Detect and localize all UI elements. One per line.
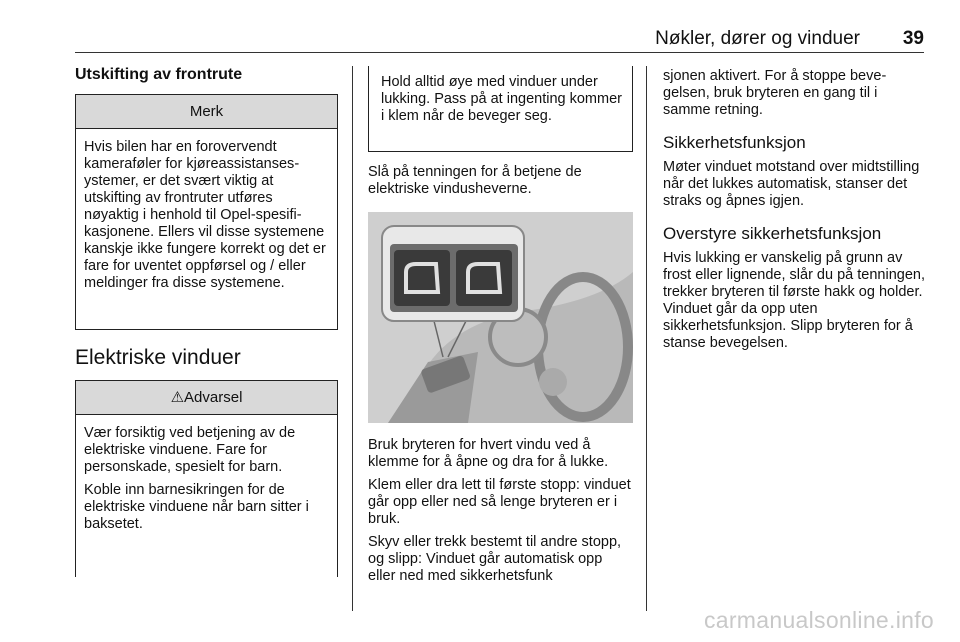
continuation-text: sjonen aktivert. For å stoppe bevegelsen, bruk bryteren en gang til i samme retning. [663, 68, 887, 118]
note-label: Merk [76, 95, 337, 129]
column-divider [352, 66, 353, 611]
running-title: Nøkler, dører og vinduer [655, 28, 860, 49]
watermark: carmanualsonline.info [703, 607, 934, 633]
column-3 [663, 66, 928, 352]
warning-paragraph: Vær forsiktig ved betjening av de elektriske vinduene. Fare for personskade, spesielt for barn. [84, 425, 296, 475]
header-divider [75, 52, 924, 53]
safety-heading: Sikkerhetsfunksjon [663, 133, 806, 152]
paragraph: Bruk bryteren for hvert vindu ved å klemme for å åpne og dra for å lukke. [368, 437, 609, 470]
override-text: Hvis lukking er vanskelig på grunn av frost eller lignende, slår du på tenningen, trekker bryteren til første hakk og holder. Vinduet går da opp uten sikkerhetsfunksjon. Slipp bryteren for å stanse bevegelsen. [663, 250, 925, 351]
override-heading: Overstyre sikkerhetsfunksjon [663, 224, 882, 243]
chapter-heading: Elektriske vinduer [75, 346, 241, 369]
warning-box [75, 380, 338, 577]
section-heading: Utskifting av frontrute [75, 66, 243, 83]
intro-text: Slå på tenningen for å betjene de elektriske vindusheverne. [368, 164, 582, 197]
warning-icon: ⚠ [170, 389, 185, 406]
note-text: Hvis bilen har en forovervendt kameraføler for kjøreassistansesystemer, er det svært viktig at utskifting av frontruter utføres nøyaktig i henhold til Opel-spesifikasjonene. Ellers vil disse systemene kanskje ikke fungere korrekt og det er fare for uventet oppførsel og / eller meldinger fra disse systemene. [84, 139, 326, 291]
caution-box [368, 66, 633, 152]
warning-label: Advarsel [184, 389, 243, 406]
caution-text: Hold alltid øye med vinduer under lukking. Pass på at ingenting kommer i klem når de beveger seg. [381, 74, 622, 124]
warning-paragraph: Koble inn barnesikringen for de elektriske vinduene når barn sitter i baksetet. [84, 482, 309, 532]
page-number: 39 [902, 28, 924, 49]
paragraph: Klem eller dra lett til første stopp: vinduet går opp eller ned så lenge bryteren er i bruk. [368, 477, 631, 527]
window-switch-illustration [368, 212, 633, 423]
column-divider [646, 66, 647, 611]
safety-text: Møter vinduet motstand over midtstilling når det lukkes automatisk, stanser det straks og åpnes igjen. [663, 159, 920, 209]
column-1 [75, 66, 338, 577]
paragraph: Skyv eller trekk bestemt til andre stopp, og slipp: Vinduet går automatisk opp eller ned med sikkerhetsfunk [368, 534, 622, 584]
warning-header [76, 381, 337, 415]
column-2 [368, 66, 633, 585]
note-box [75, 94, 338, 330]
